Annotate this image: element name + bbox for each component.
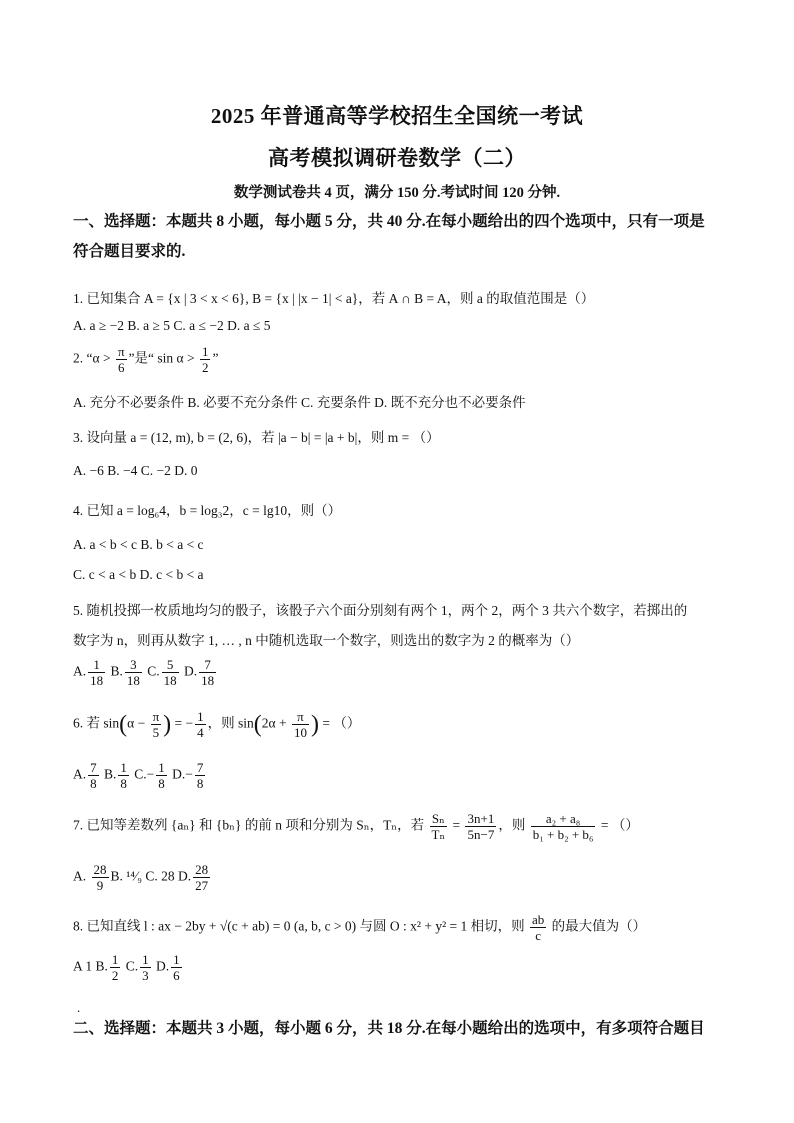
frac-numerator: 3: [125, 657, 142, 673]
q7-options: [73, 862, 733, 893]
frac-numerator: a₂ + a₈: [531, 811, 596, 827]
frac-numerator: 5: [162, 657, 179, 673]
frac-denominator: 8: [196, 776, 204, 791]
frac-denominator: 18: [163, 673, 177, 688]
q2-text-b: ”是“ sin α >: [128, 350, 198, 366]
q6-option-c-sign: −: [146, 766, 155, 782]
q2-text-c: ”: [212, 350, 219, 366]
q5-stem-line2: 数字为 n，则再从数字 1, … , n 中随机选取一个数字，则选出的数字为 2 的概率为（）: [73, 633, 580, 648]
q3-stem: 3. 设向量 a = (12, m), b = (2, 6)，若 |a − b| = |a + b|，则 m = （）: [73, 430, 440, 445]
q6-option-c-label: C.: [134, 766, 147, 782]
q2-frac-pi-6: [116, 344, 127, 375]
frac-numerator: 7: [90, 760, 97, 775]
q4-options-line2: C. c < a < b D. c < b < a: [73, 567, 204, 582]
paren-open: (: [253, 711, 262, 738]
section1-heading-line1: 一、选择题：本题共 8 小题，每小题 5 分，共 40 分.在每小题给出的四个选项中，只有一项是: [73, 213, 705, 230]
frac-denominator: c: [535, 928, 542, 943]
frac-denominator: 4: [197, 725, 204, 740]
q1-stem: 1. 已知集合 A = {x | 3 < x < 6}, B = {x | |x − 1| < a}，若 A ∩ B = A，则 a 的取值范围是（）: [73, 291, 595, 306]
frac-numerator: 1: [111, 952, 119, 967]
q6-option-d-sign: −: [185, 766, 193, 782]
q6-text-e: 2α +: [261, 715, 290, 731]
q6-option-a-label: A.: [73, 766, 87, 782]
q8-option-d-label: D.: [156, 958, 170, 974]
exam-subtitle: 高考模拟调研卷数学（二）: [268, 146, 526, 170]
section1-heading-line2: 符合题目要求的.: [73, 243, 186, 260]
q6-text-b: α −: [127, 715, 149, 731]
frac-numerator: 3n+1: [467, 811, 495, 826]
frac-denominator: 18: [126, 673, 140, 688]
q8-option-b-frac: [110, 952, 121, 983]
q7-frac-s-t: [430, 811, 448, 842]
q7-text-c: ，则: [498, 817, 529, 833]
frac-numerator: 1: [158, 760, 165, 775]
frac-numerator: 1: [197, 709, 204, 724]
q6-option-d-label: D.: [172, 766, 186, 782]
q6-text-d: ，则 sin: [207, 715, 254, 731]
q5-option-d-frac: [199, 657, 216, 688]
frac-denominator: 10: [293, 725, 307, 740]
frac-numerator: ab: [532, 912, 545, 927]
q6-stem: [73, 709, 733, 740]
frac-denominator: 2: [111, 968, 119, 983]
frac-numerator: 1: [201, 344, 209, 359]
q7-stem: [73, 811, 733, 842]
q5-option-c-frac: [162, 657, 179, 688]
q6-option-a-frac: [88, 760, 99, 791]
q6-options: [73, 760, 733, 791]
q2-stem: [73, 344, 733, 375]
q6-option-d-frac: [195, 760, 206, 791]
frac-denominator: 18: [201, 673, 215, 688]
q6-frac-pi-5: [151, 709, 162, 740]
paren-open: (: [119, 711, 128, 738]
exam-title: 2025 年普通高等学校招生全国统一考试: [210, 104, 584, 128]
q2-options: A. 充分不必要条件 B. 必要不充分条件 C. 充要条件 D. 既不充分也不必要条件: [73, 395, 526, 410]
frac-numerator: π: [152, 709, 160, 724]
frac-denominator: 8: [158, 776, 165, 791]
frac-denominator: 27: [195, 878, 209, 893]
q3-options: A. −6 B. −4 C. −2 D. 0: [73, 463, 198, 478]
frac-denominator: b₁ + b₂ + b₆: [532, 827, 594, 842]
q6-frac-pi-10: [292, 709, 309, 740]
frac-denominator: 6: [117, 360, 125, 375]
frac-numerator: Sₙ: [430, 811, 448, 827]
q8-option-c-frac: [140, 952, 151, 983]
frac-numerator: 1: [88, 657, 105, 673]
frac-denominator: 5: [152, 725, 160, 740]
q8-text-a: 8. 已知直线 l : ax − 2by + √(c + ab) = 0 (a, b, c > 0) 与圆 O : x² + y² = 1 相切，则: [73, 918, 528, 934]
q6-frac-1-4: [195, 709, 206, 740]
q6-option-c-frac: [156, 760, 167, 791]
q4-options-line1: A. a < b < c B. b < a < c: [73, 537, 204, 552]
frac-denominator: Tₙ: [431, 827, 446, 842]
q5-options: [73, 657, 733, 688]
q8-stem: [73, 912, 733, 943]
frac-denominator: 6: [173, 968, 180, 983]
frac-denominator: 18: [90, 673, 104, 688]
q5-option-a-label: A.: [73, 663, 87, 679]
exam-note: 数学测试卷共 4 页，满分 150 分.考试时间 120 分钟.: [233, 185, 561, 201]
frac-denominator: 9: [96, 878, 104, 893]
q8-option-d-frac: [171, 952, 182, 983]
stray-dot: .: [77, 1000, 81, 1015]
frac-numerator: π: [292, 709, 309, 725]
frac-numerator: 7: [196, 760, 204, 775]
q7-option-d-frac: [193, 862, 210, 893]
frac-denominator: 2: [201, 360, 209, 375]
q5-option-b-label: B.: [110, 663, 123, 679]
q7-option-a-label: A.: [73, 868, 90, 884]
q8-frac-ab-c: [530, 912, 546, 943]
q8-option-c-label: C.: [125, 958, 139, 974]
q2-text-a: 2. “α >: [73, 350, 114, 366]
q6-text-a: 6. 若 sin: [73, 715, 120, 731]
q7-text-a: 7. 已知等差数列 {aₙ} 和 {bₙ} 的前 n 项和分别为 Sₙ，Tₙ，若: [73, 817, 428, 833]
q6-text-f: = （）: [318, 715, 361, 731]
q5-option-d-label: D.: [184, 663, 198, 679]
frac-numerator: 28: [93, 862, 107, 877]
q5-stem-line1: 5. 随机投掷一枚质地均匀的骰子，该骰子六个面分别刻有两个 1，两个 2，两个 3 共六个数字，若掷出的: [73, 603, 688, 618]
section1-heading: [73, 207, 733, 267]
paren-close: ): [163, 711, 172, 738]
q6-option-b-frac: [118, 760, 129, 791]
frac-numerator: 1: [120, 760, 127, 775]
frac-denominator: 8: [120, 776, 127, 791]
section2-heading: 二、选择题：本题共 3 小题，每小题 6 分，共 18 分.在每小题给出的选项中，有多项符合题目: [73, 1020, 705, 1037]
paren-close: ): [310, 711, 319, 738]
frac-denominator: 8: [90, 776, 97, 791]
q7-text-d: = （）: [597, 817, 639, 833]
q1-options: A. a ≥ −2 B. a ≥ 5 C. a ≤ −2 D. a ≤ 5: [73, 318, 271, 333]
q6-text-c: = −: [171, 715, 194, 731]
frac-denominator: 3: [142, 968, 149, 983]
frac-denominator: 5n−7: [467, 827, 495, 842]
q7-frac-ratio: [465, 811, 496, 842]
q7-options-middle: B. ¹⁴⁄₉ C. 28 D.: [110, 868, 192, 884]
q7-frac-target: [531, 811, 596, 842]
q7-text-b: =: [449, 817, 464, 833]
q5-option-a-frac: [88, 657, 105, 688]
q4-stem: 4. 已知 a = log₆4，b = log₃2，c = lg10，则（）: [73, 503, 342, 518]
frac-numerator: π: [117, 344, 125, 359]
q6-option-b-label: B.: [104, 766, 117, 782]
q8-text-b: 的最大值为（）: [548, 918, 647, 934]
frac-numerator: 28: [195, 862, 209, 877]
frac-numerator: 7: [199, 657, 216, 673]
q5-option-b-frac: [125, 657, 142, 688]
q8-options: [73, 952, 733, 983]
frac-numerator: 1: [173, 952, 180, 967]
q5-option-c-label: C.: [147, 663, 160, 679]
q7-option-a-frac: [92, 862, 109, 893]
q8-option-ab-label: A 1 B.: [73, 958, 108, 974]
q2-frac-1-2: [200, 344, 211, 375]
frac-numerator: 1: [142, 952, 149, 967]
